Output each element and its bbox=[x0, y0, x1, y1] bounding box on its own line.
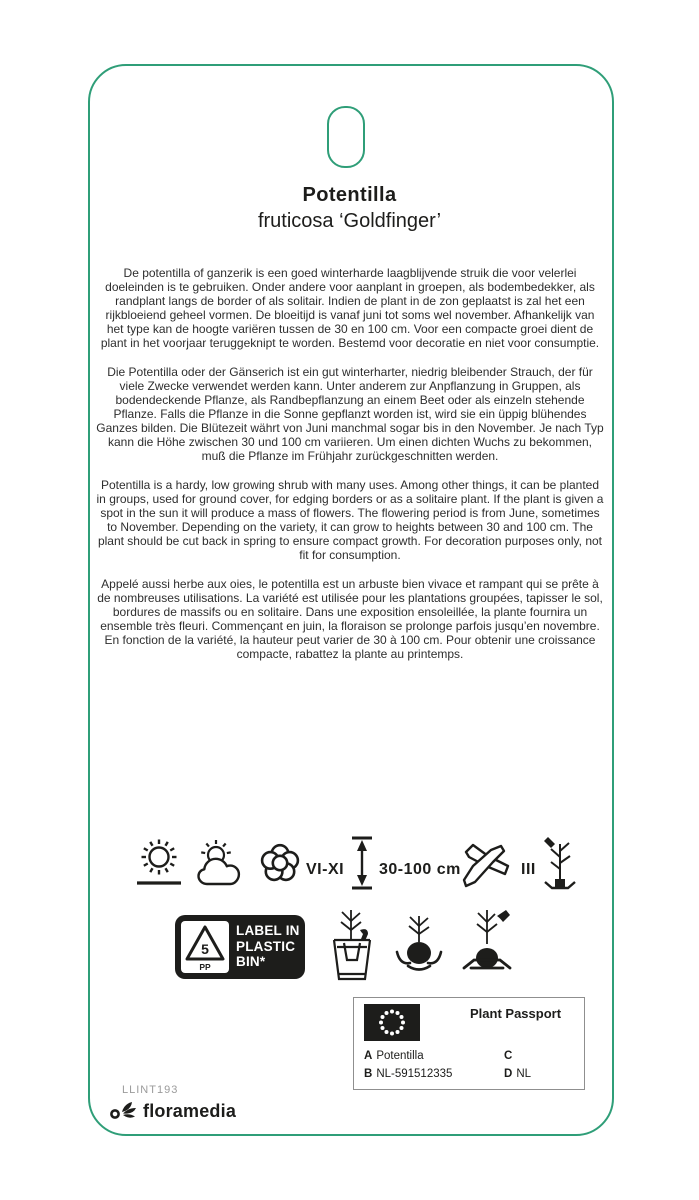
plant-cultivar-subtitle: fruticosa ‘Goldfinger’ bbox=[257, 210, 442, 232]
plant-rootball-in-hole-icon bbox=[394, 914, 444, 976]
height-range-icon bbox=[349, 834, 375, 892]
plant-passport-title: Plant Passport bbox=[470, 1006, 562, 1021]
plant-genus-title: Potentilla bbox=[302, 184, 397, 206]
plant-passport-box bbox=[353, 997, 585, 1090]
passport-a-value: Potentilla bbox=[376, 1050, 424, 1062]
passport-a-label: A bbox=[364, 1050, 373, 1062]
floramedia-logo bbox=[110, 1100, 236, 1122]
floramedia-mark-icon bbox=[110, 1100, 140, 1122]
description-english: Potentilla is a hardy, low growing shrub with many uses. Among other things, it can be planted in groups, used for ground cover, for edging borders or as a solitaire plant. If the plant is given a spot in the sun it will produce a mass of flowers. The flowering period is from June, sometimes to November. Depending on the variety, it can grow to heights between 30 and 100 cm. The plant should be cut back in spring to ensure compact growth. For decoration purposes only, not fit for consumption. bbox=[96, 478, 604, 562]
cut-back-plant-icon bbox=[541, 834, 577, 892]
punch-hole bbox=[327, 106, 365, 168]
badge-line-3: BIN* bbox=[236, 954, 266, 969]
passport-d-value: NL bbox=[516, 1068, 532, 1080]
passport-field-d bbox=[504, 1068, 531, 1080]
pruning-months-label: III bbox=[521, 861, 536, 878]
soak-plant-in-bucket-icon bbox=[327, 908, 375, 982]
description-french: Appelé aussi herbe aux oies, le potentilla est un arbuste bien vivace et rampant qui se prête à de nombreuses utilisations. La variété est utilisée pour les plantations groupées, tapisser le sol, bordures de massifs ou en solitaire. Dans une exposition ensoleillée, la plante fournira un ensemble très fleuri. Commençant en juin, la floraison se prolonge parfois jusqu’en novembre. En fonction de la variété, la hauteur peut varier de 30 à 100 cm. Pour obtenir une croissance compacte, rabattez la plante au printemps. bbox=[97, 577, 603, 661]
recycling-material: PP bbox=[199, 962, 211, 972]
flowering-months-label: VI-XI bbox=[306, 861, 345, 878]
partial-sun-icon bbox=[194, 838, 248, 888]
badge-text bbox=[236, 923, 300, 970]
recycling-number: 5 bbox=[201, 941, 209, 957]
recycling-panel bbox=[181, 921, 229, 973]
water-after-planting-icon bbox=[461, 906, 513, 978]
passport-c-label: C bbox=[504, 1050, 513, 1062]
plastic-bin-badge bbox=[175, 915, 305, 979]
description-german: Die Potentilla oder der Gänserich ist ein gut winterharter, niedrig bleibender Strauch, der für viele Zwecke verwendet werden kann. Unter anderem zur Anpflanzung in Gruppen, als bodendeckende Pflanze, als Randbepflanzung an einem Beet oder als einzeln stehende Pflanze. Falls die Pflanze in die Sonne gepflanzt worden ist, wird sie ein üppig blühendes Ganzes bilden. Die Blütezeit währt von Juni manchmal sogar bis in den November. Je nach Typ kann die Höhe zwischen 30 und 100 cm variieren. Um einen dichten Wuchs zu bekommen, muß die Pflanze im Frühjahr zurückgeschnitten werden. bbox=[96, 365, 604, 463]
description-block bbox=[96, 266, 604, 676]
label-reference-code: LLINT193 bbox=[122, 1084, 179, 1096]
description-dutch: De potentilla of ganzerik is een goed winterharde laagblijvende struik die voor velerlei doeleinden is te gebruiken. Onder andere voor aanplant in groepen, als bodembedekker, als randplant langs de border of als solitair. Indien de plant in de zon geplaatst is zal het een rijkbloeiend geheel vormen. De bloeitijd is vanaf juni tot soms wel november. Afhankelijk van het type kan de hoogte variëren tussen de 30 en 100 cm. Voor een compacte groei dient de plant in het voorjaar teruggeknipt te worden. Bestemd voor decoratie en niet voor consumptie. bbox=[100, 266, 600, 350]
floramedia-wordmark: floramedia bbox=[143, 1100, 237, 1121]
passport-d-label: D bbox=[504, 1068, 513, 1080]
full-sun-icon bbox=[133, 836, 185, 888]
passport-field-b bbox=[364, 1068, 452, 1080]
recycling-triangle-icon bbox=[181, 921, 229, 973]
badge-line-1: LABEL IN bbox=[236, 923, 300, 938]
passport-b-value: NL-591512335 bbox=[376, 1068, 453, 1080]
flowering-period-icon bbox=[255, 838, 305, 888]
badge-line-2: PLASTIC bbox=[236, 938, 296, 954]
eu-flag-icon bbox=[364, 1004, 420, 1041]
passport-field-c bbox=[504, 1050, 516, 1062]
height-range-label: 30-100 cm bbox=[379, 861, 461, 878]
pruning-shears-icon bbox=[461, 838, 517, 888]
passport-b-label: B bbox=[364, 1068, 373, 1080]
passport-field-a bbox=[364, 1050, 424, 1062]
